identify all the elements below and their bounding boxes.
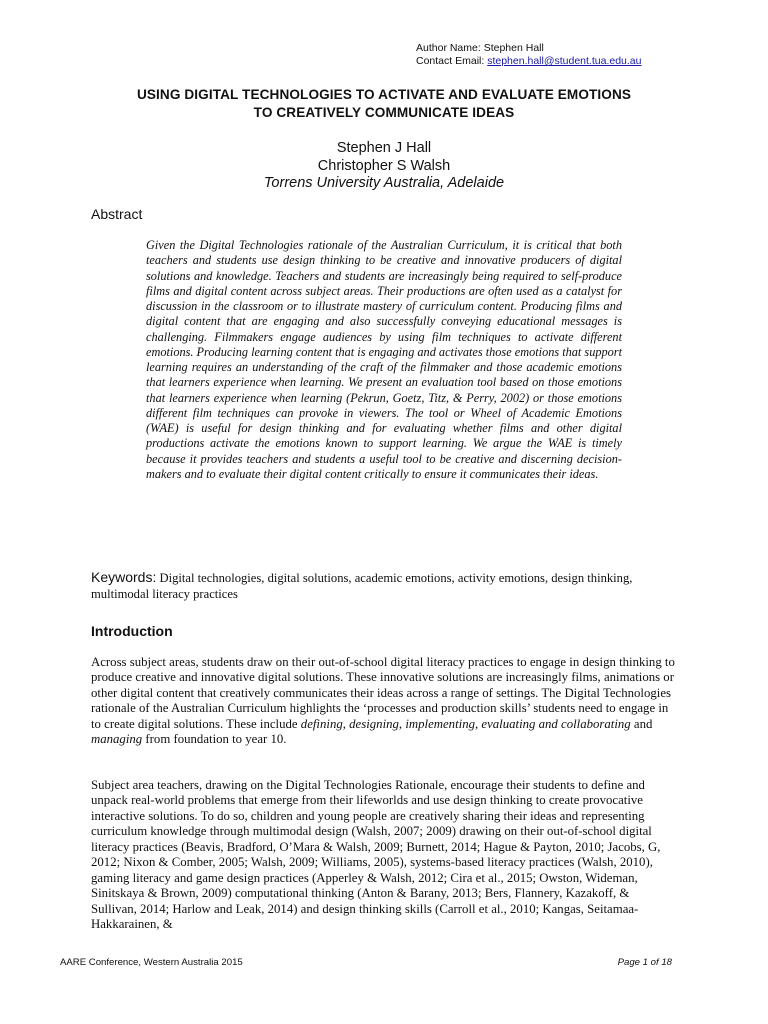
footer-conference: AARE Conference, Western Australia 2015 [60, 957, 243, 968]
intro-paragraph-2: Subject area teachers, drawing on the Digital Technologies Rationale, encourage their students to define and unpack real-world problems that emerge from their lifeworlds and use design thinking to create provocative interactive solutions. To do so, children and young people are creatively sharing their ideas and representing curriculum knowledge through multimodal design (Walsh, 2007; 2009) drawing on their out-of-school digital literacy practices (Beavis, Bradford, O’Mara & Walsh, 2009; Burnett, 2014; Hague & Payton, 2010; Jacobs, G, 2012; Nixon & Comber, 2005; Walsh, 2009; Williams, 2005), systems-based literacy practices (Walsh, 2010), gaming literacy and game design practices (Apperley & Walsh, 2012; Cira et al., 2015; Owston, Wideman, Sinitskaya & Brown, 2009) computational thinking (Anton & Barany, 2013; Bers, Flannery, Kazakoff, & Sullivan, 2014; Harlow and Leak, 2014) and design thinking skills (Carroll et al., 2010; Kangas, Seitamaa-Hakkarainen, & [91, 778, 661, 932]
author-block [60, 140, 708, 193]
p1-sep-2: , [398, 716, 406, 731]
intro-paragraph-1 [91, 655, 677, 748]
title-line-1: USING DIGITAL TECHNOLOGIES TO ACTIVATE AND EVALUATE EMOTIONS [136, 87, 632, 102]
author-1: Stephen J Hall [336, 140, 432, 156]
p1-sep-3: , [475, 716, 482, 731]
author-2: Christopher S Walsh [317, 157, 451, 174]
paper-title [60, 86, 708, 121]
keywords-label: Keywords: [91, 569, 157, 585]
p1-and: and [630, 716, 653, 731]
footer-page-number: Page 1 of 18 [617, 957, 672, 968]
author-name-line: Author Name: Stephen Hall [416, 42, 544, 54]
abstract-heading: Abstract [91, 206, 143, 222]
contact-email-line [416, 55, 641, 68]
p1-text-end: from foundation to year 10. [142, 732, 287, 747]
email-link[interactable]: stephen.hall@student.tua.edu.au [487, 55, 642, 67]
affiliation: Torrens University Australia, Adelaide [263, 175, 505, 191]
p1-sep-1: , [342, 716, 350, 731]
keywords-text: Digital technologies, digital solutions, academic emotions, activity emotions, design thinking, multimodal literacy practices [91, 571, 633, 601]
title-line-2: TO CREATIVELY COMMUNICATE IDEAS [253, 104, 515, 120]
p1-managing: managing [91, 732, 143, 747]
p1-designing: designing [349, 716, 399, 731]
p1-implementing: implementing [405, 716, 475, 731]
email-label: Contact Email: [416, 55, 488, 67]
keywords [91, 570, 677, 602]
p1-text-start: Across subject areas, students draw on their out-of-school digital literacy practices to engage in design thinking to produce creative and innovative digital solutions. These innovative solutions are increasingly films, animations or other digital content that creatively communicates their ideas across a range of settings. The Digital Technologies rationale of the Australian Curriculum highlights the ‘processes and production skills’ students need to engage in to create digital solutions. These include [91, 655, 675, 731]
header-meta [416, 42, 641, 68]
p1-defining: defining [300, 716, 343, 731]
p1-evaluating: evaluating and collaborating [481, 716, 631, 731]
introduction-heading: Introduction [91, 623, 173, 639]
abstract-text: Given the Digital Technologies rationale of the Australian Curriculum, it is critical that both teachers and students use design thinking to be creative and innovative producers of digital solutions and knowledge. Teachers and students are increasingly being required to self-produce films and digital content across subject areas. Their productions are often used as a catalyst for discussion in the classroom or to illustrate mastery of curriculum content. Producing films and digital content that are engaging and also successfully conveying educational messages is challenging. Filmmakers engage audiences by using film techniques to activate different emotions. Producing learning content that is engaging and activates those emotions that support learning requires an understanding of the craft of the filmmaker and those academic emotions that learners experience when learning. We present an evaluation tool based on those emotions that learners experience when learning (Pekrun, Goetz, Titz, & Perry, 2002) or those emotions different film techniques can provoke in viewers. The tool or Wheel of Academic Emotions (WAE) is useful for design thinking and for evaluating whether films and other digital productions activate the emotions known to support learning. We argue the WAE is timely because it provides teachers and students a useful tool to be creative and discerning decision-makers and to evaluate their digital content critically to ensure it communicates their ideas. [146, 238, 623, 481]
